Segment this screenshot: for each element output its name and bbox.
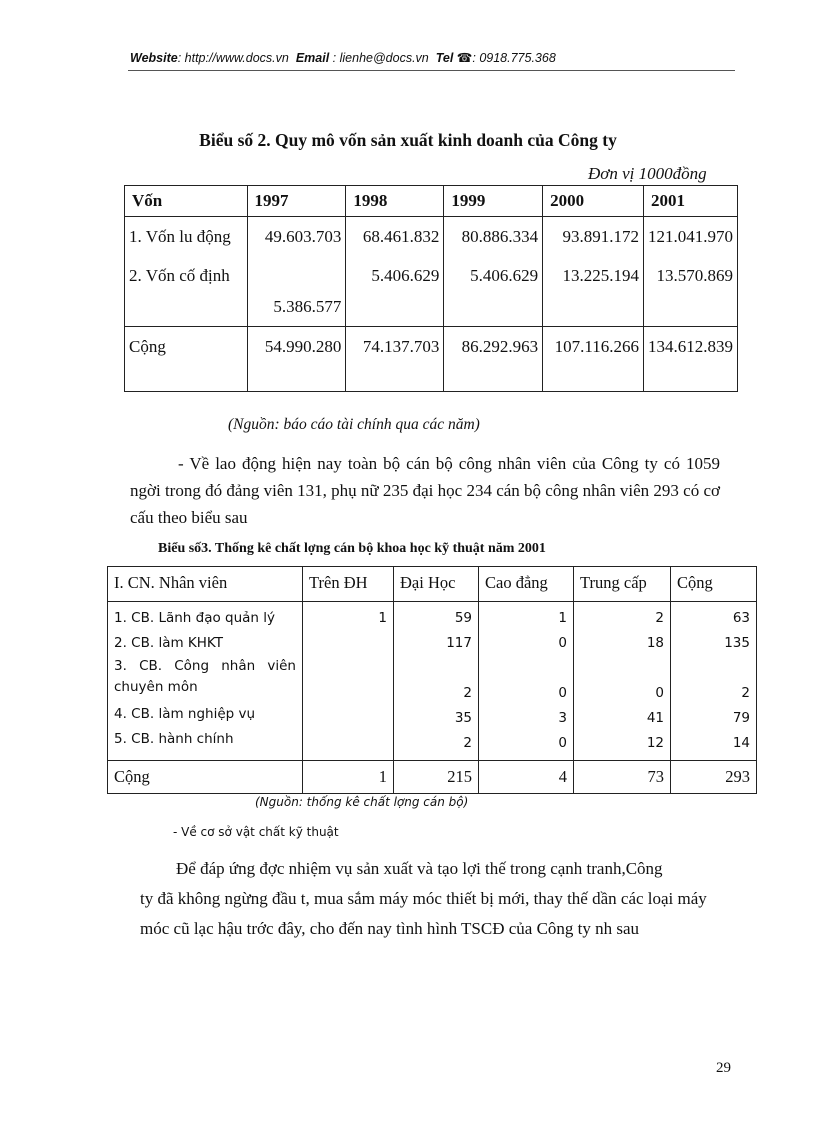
- cell-value: 2: [463, 735, 472, 751]
- cell-value: 13.570.869: [656, 266, 733, 285]
- header-cell: Đại Học: [394, 567, 479, 602]
- cell-value: 73: [574, 761, 671, 794]
- table2-title: Biểu số3. Thống kê chất lợng cán bộ khoa học kỹ thuật năm 2001: [158, 541, 546, 556]
- cell-value: 59: [454, 610, 472, 626]
- cell-value: 0: [558, 685, 567, 701]
- cell-value: 49.603.703: [264, 227, 342, 246]
- cell-value: 86.292.963: [444, 327, 543, 392]
- header-cell: I. CN. Nhân viên: [108, 567, 303, 602]
- cell-value: 2: [741, 685, 750, 701]
- cell-value: 74.137.703: [346, 327, 444, 392]
- row-label: 2. Vốn cố định: [129, 266, 230, 285]
- cell-value: 41: [646, 710, 664, 726]
- cell-value: 0: [558, 735, 567, 751]
- header-cell: 2000: [543, 186, 644, 217]
- header-divider: [128, 70, 735, 71]
- cell-value: 1: [303, 761, 394, 794]
- table1-unit: Đơn vị 1000đồng: [588, 164, 707, 183]
- table-body: [108, 602, 757, 761]
- page-number: 29: [716, 1060, 731, 1076]
- capital-table: [124, 185, 738, 392]
- tel-value: : 0918.775.368: [472, 51, 556, 65]
- row-label: 1. Vốn lu động: [129, 227, 231, 246]
- header-cell: 1999: [444, 186, 543, 217]
- cell-value: 63: [732, 610, 750, 626]
- cell-value: 0: [655, 685, 664, 701]
- cell-value: 2: [463, 685, 472, 701]
- email-value[interactable]: : lienhe@docs.vn: [332, 51, 429, 65]
- cell-value: 215: [394, 761, 479, 794]
- cell-value: 54.990.280: [247, 327, 346, 392]
- table-total-row: [108, 761, 757, 794]
- header-cell: Vốn: [125, 186, 248, 217]
- row-label: 2. CB. làm KHKT: [114, 635, 223, 651]
- cell-value: 107.116.266: [543, 327, 644, 392]
- tel-label: Tel: [435, 51, 454, 65]
- row-label: 4. CB. làm nghiệp vụ: [114, 706, 256, 722]
- labor-paragraph: - Về lao động hiện nay toàn bộ cán bộ công nhân viên của Công ty có 1059 ngời trong đó đảng viên 131, phụ nữ 235 đại học 234 cán bộ công nhân viên 293 có cơ cấu theo biểu sau: [130, 454, 720, 527]
- cell-value: 93.891.172: [562, 227, 639, 246]
- cell-value: 68.461.832: [362, 227, 440, 246]
- cell-value: 80.886.334: [461, 227, 539, 246]
- website-value[interactable]: : http://www.docs.vn: [177, 51, 289, 65]
- table-header-row: [125, 186, 738, 217]
- facilities-paragraph: Để đáp ứng đợc nhiệm vụ sản xuất và tạo lợi thế trong cạnh tranh,Công ty đã không ngừng đầu t, mua sắm máy móc thiết bị mới, thay thế dần các loại máy móc cũ lạc hậu trớc đây, cho đến nay tình hình TSCĐ của Công ty nh sau: [140, 859, 707, 938]
- cell-value: 5.406.629: [470, 266, 539, 285]
- table-total-row: [125, 327, 738, 392]
- cell-value: 4: [479, 761, 574, 794]
- phone-icon: ☎: [456, 51, 473, 65]
- cell-value: 117: [446, 635, 472, 651]
- total-label: Cộng: [108, 761, 303, 794]
- header-cell: Trên ĐH: [303, 567, 394, 602]
- cell-value: 2: [655, 610, 664, 626]
- table2-source: (Nguồn: thống kê chất lợng cán bộ): [255, 795, 469, 809]
- table1-title: Biểu số 2. Quy mô vốn sản xuất kinh doanh của Công ty: [199, 130, 617, 150]
- cell-value: 293: [671, 761, 757, 794]
- header-cell: 1998: [346, 186, 444, 217]
- cell-value: 18: [646, 635, 664, 651]
- row-label: 5. CB. hành chính: [114, 731, 234, 747]
- row-label: 3. CB. Công nhân viên chuyên môn: [114, 658, 296, 695]
- cell-value: 12: [646, 735, 664, 751]
- cell-value: 5.406.629: [371, 266, 440, 285]
- cell-value: 135: [724, 635, 750, 651]
- header-cell: Cộng: [671, 567, 757, 602]
- header-cell: Cao đẳng: [479, 567, 574, 602]
- cell-value: 134.612.839: [644, 327, 738, 392]
- table1-source: (Nguồn: báo cáo tài chính qua các năm): [228, 416, 480, 433]
- website-label: Website: [130, 51, 178, 65]
- row-label: 1. CB. Lãnh đạo quản lý: [114, 610, 276, 626]
- cell-value: 121.041.970: [648, 227, 733, 246]
- page-header: [130, 50, 556, 65]
- cell-value: 3: [558, 710, 567, 726]
- cell-value: 0: [558, 635, 567, 651]
- cell-value: 13.225.194: [562, 266, 639, 285]
- facilities-subheading: - Về cơ sở vật chất kỹ thuật: [173, 825, 339, 839]
- cell-value: 35: [454, 710, 472, 726]
- staff-quality-table: [107, 566, 757, 794]
- header-cell: 2001: [644, 186, 738, 217]
- table-row: [125, 217, 738, 327]
- cell-value: 1: [558, 610, 567, 626]
- email-label: Email: [295, 51, 330, 65]
- header-cell: Trung cấp: [574, 567, 671, 602]
- table-header-row: [108, 567, 757, 602]
- cell-value: 5.386.577: [273, 297, 342, 316]
- cell-value: 14: [732, 735, 750, 751]
- total-label: Cộng: [125, 327, 248, 392]
- cell-value: 1: [378, 610, 387, 626]
- header-cell: 1997: [247, 186, 346, 217]
- cell-value: 79: [732, 710, 750, 726]
